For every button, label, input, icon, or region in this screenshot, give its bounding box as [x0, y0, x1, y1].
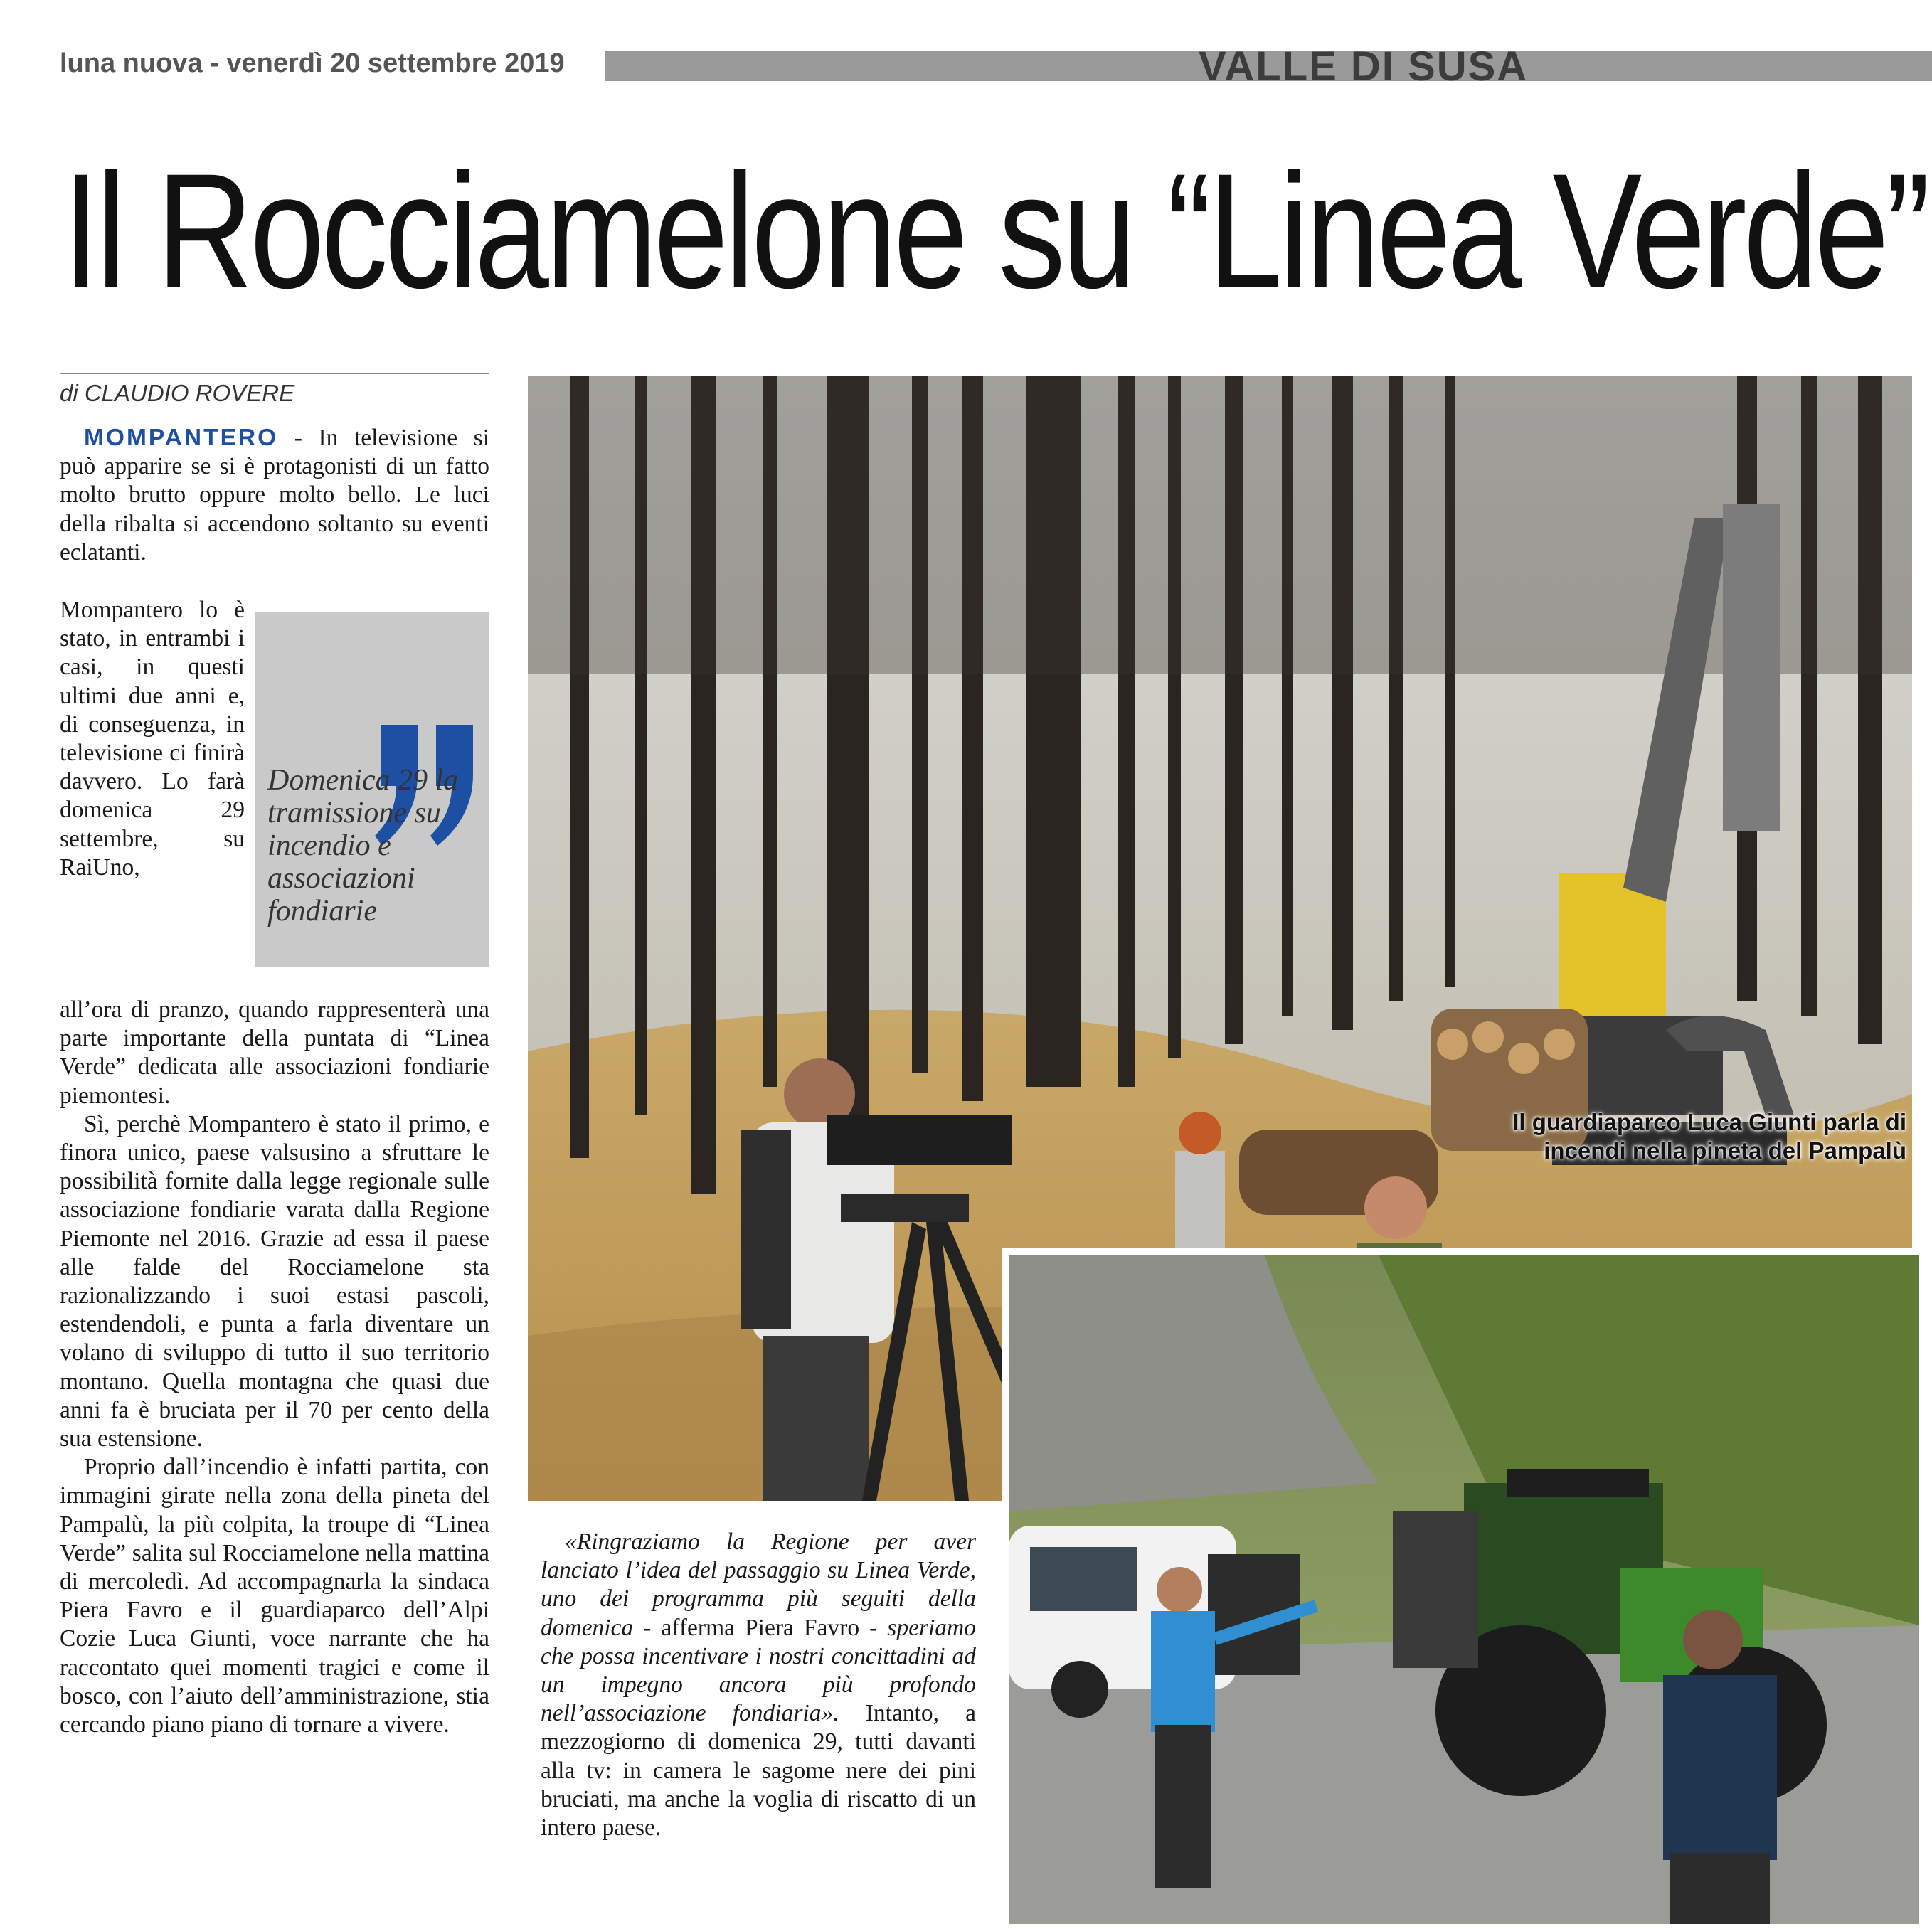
paragraph-2: Sì, perchè Mompantero è stato il primo, e finora unico, paese valsusino a sfruttare le possibilità fornite dalla legge regionale sulle associazione fondiarie varata dalla Regione Piemonte nel 2016. Grazie ad essa il paese alle falde del Rocciamelone sta razionalizzando i suoi estasi pascoli, estendendoli, e punta a farla diventare un volano di sviluppo di tutto il suo territorio montano. Quella montagna che quasi due anni fa è bruciata per il 70 per cento della sua estensione. [60, 1110, 489, 1452]
tractor-photo-svg [1009, 1255, 1919, 1924]
dateline: MOMPANTERO [84, 425, 279, 451]
headline: Il Rocciamelone su “Linea Verde” [63, 139, 1927, 322]
photo-tractor-crew [1002, 1248, 1919, 1924]
body-column-1 [60, 996, 489, 1739]
lead-text-a: - In televisione si può apparire se si è protagonisti di un fatto molto brutto oppure molto bello. Le luci della ribalta si accendono soltanto su eventi eclatanti. [60, 425, 489, 565]
lead-text-b: Mompantero lo è stato, in entrambi i casi, in questi ultimi due anni e, di conseguenza, in televisione ci finirà davvero. Lo farà domenica 29 settembre, su RaiUno, [60, 597, 245, 881]
paragraph-3: Proprio dall’incendio è infatti partita, con immagini girate nella zona della pineta del Pampalù, la più colpita, la troupe di “Linea Verde” salita sul Rocciamelone nella mattina di mercoledì. Ad accompagnarla la sindaca Piera Favro e il guardiaparco dell’Alpi Cozie Luca Giunti, voce narrante che ha raccontato quei momenti tragici e come il bosco, con l’aiuto dell’amministrazione, stia cercando piano piano di tornare a vivere. [60, 1454, 489, 1738]
quote-paragraph [541, 1528, 976, 1842]
pullquote-text: Domenica 29 la tramissione su incendio e associazioni fondiarie [267, 764, 459, 928]
byline-rule [60, 373, 489, 374]
lead-paragraph-top [60, 424, 489, 567]
byline: di CLAUDIO ROVERE [60, 380, 295, 406]
section-label: VALLE DI SUSA [1199, 43, 1529, 90]
photo-caption-1: Il guardiaparco Luca Giunti parla di incendi nella pineta del Pampalù [1512, 1109, 1906, 1164]
lead-text-c: all’ora di pranzo, quando rappresenterà una parte importante della puntata di “Linea Verde” dedicata alle associazioni fondiarie piemontesi. [60, 997, 489, 1109]
masthead: luna nuova - venerdì 20 settembre 2019 [60, 48, 565, 78]
lead-paragraph-wrap [60, 596, 245, 882]
body-column-2 [541, 1528, 976, 1842]
closing-text: Intanto, a mezzogiorno di domenica 29, tutti davanti alla tv: in camera le sagome nere dei pini bruciati, ma anche la voglia di riscatto di un intero paese. [541, 1700, 976, 1842]
quote-attribution: - afferma Piera Favro - [633, 1614, 888, 1641]
quote-part-1: «Ringraziamo la Regione per aver lanciato l’idea del passaggio su Linea Verde, uno dei programma più seguiti della domenica [541, 1529, 976, 1641]
quote-part-2: speriamo che possa incentivare i nostri concittadini ad un impegno ancora più profondo nell’associazione fondiaria». [541, 1614, 976, 1727]
